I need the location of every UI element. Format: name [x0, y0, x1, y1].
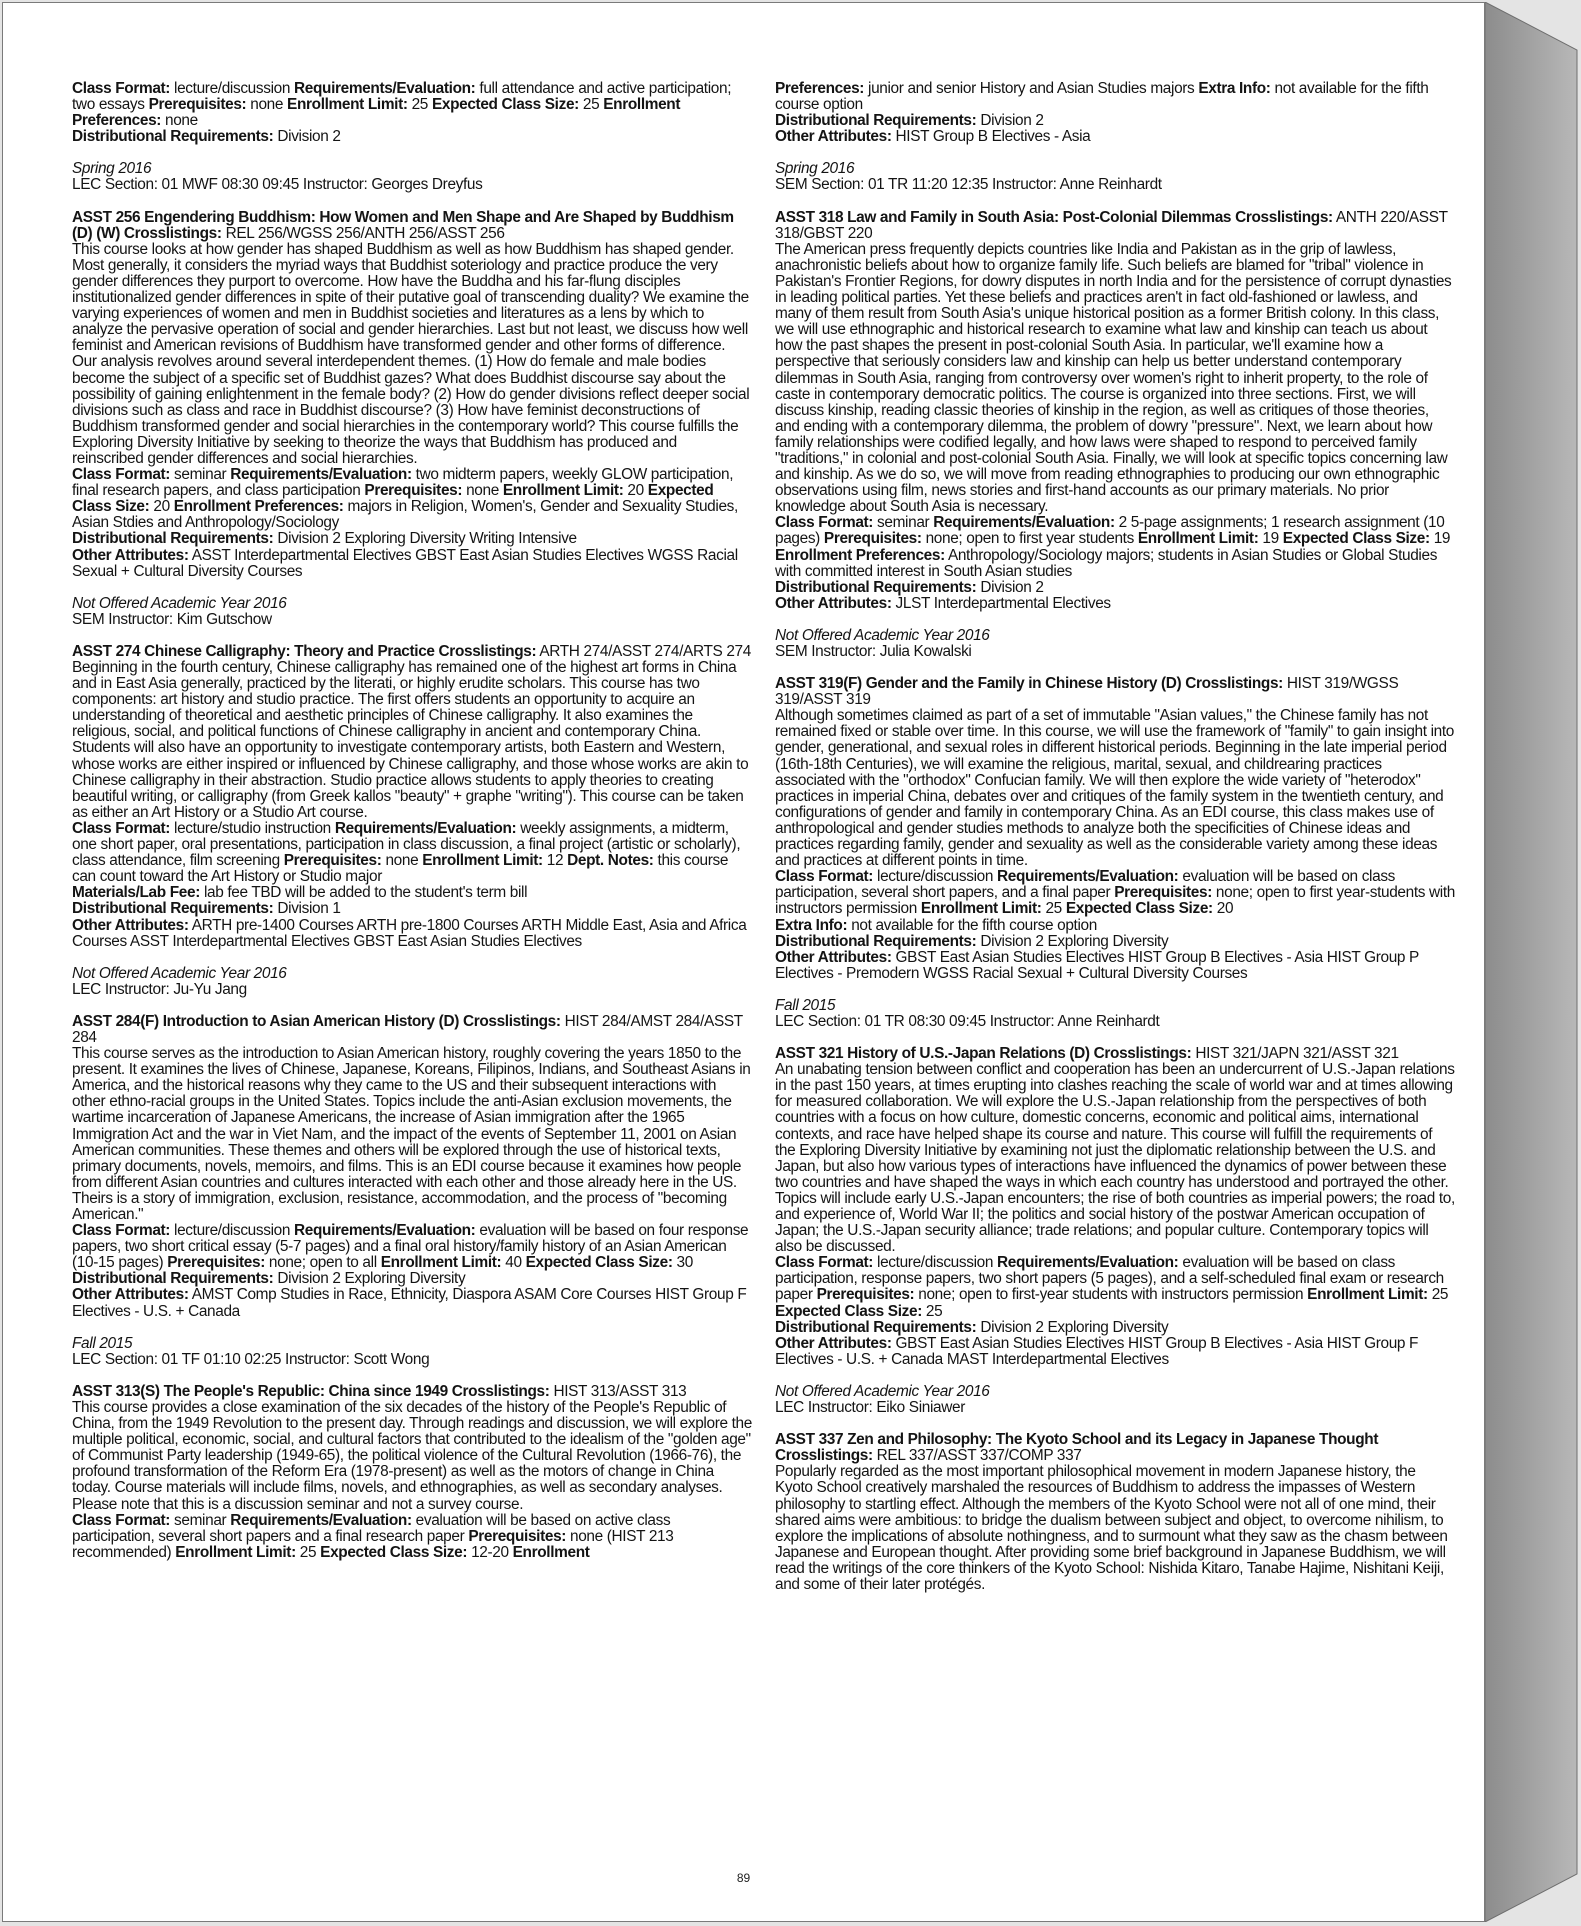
- field-value: ASST Interdepartmental Electives GBST East Asian Studies Electives WGSS Racial Sexual + Cultural Diversity Courses: [72, 546, 738, 580]
- crosslistings-label: Crosslistings:: [462, 1012, 561, 1030]
- field-label: Other Attributes:: [72, 916, 189, 934]
- section-line: LEC Instructor: Eiko Siniawer: [775, 1399, 966, 1417]
- field-value: junior and senior History and Asian Studies majors: [868, 80, 1199, 97]
- field-label: Expected Class Size:: [320, 1543, 468, 1561]
- field-value: 40: [505, 1254, 522, 1272]
- field-value: 25: [925, 1302, 943, 1320]
- field-label: Class Format:: [72, 466, 171, 484]
- field-label: Enrollment Limit:: [175, 1543, 296, 1561]
- field-value: lab fee TBD will be added to the student's term bill: [203, 884, 528, 902]
- course-description: The American press frequently depicts countries like India and Pakistan as in the grip of lawless, anachronistic beliefs about how to organize family life. Such beliefs are blamed for "tribal" violence in Pakistan's Frontier Regions, for dowry disputes in north India and for the persistence of corrupt dynasties in leading political parties. Yet these beliefs and practices aren't in fact old-fashioned or lawless, and many of them result from South Asia's unique historical position as a former British colony. In this class, we will use ethnographic and historical research to examine what law and kinship can teach us about how the past shapes the present in post-colonial South Asia. In particular, we'll examine how a perspective that seriously considers law and kinship can help us better understand contemporary dilemmas in South Asia, ranging from controversy over women's right to inherit property, to the role of caste in contemporary democratic politics. The course is organized into three sections. First, we will discuss kinship, reading classic theories of kinship in the region, as well as critiques of those theories, and ending with a contemporary dilemma, the problem of dowry "pressure". Next, we learn about how family relationships were codified legally, and how laws were shaped to respond to perceived family "traditions," in colonial and post-colonial South Asia. Finally, we will look at specific topics concerning law and kinship. As we do so, we will move from reading ethnographies to producing our own ethnographic observations using film, news stories and first-hand accounts as our primary materials. No prior knowledge about South Asia is necessary.: [775, 240, 1452, 516]
- field-value: seminar: [877, 514, 930, 532]
- section-info: [72, 966, 752, 998]
- field-value: none: [385, 852, 419, 870]
- field-label: Enrollment Preferences:: [173, 498, 344, 516]
- field-value: weekly assignments, a midterm, one short paper, oral presentations, participation in class discussion, a final project (artistic or scholarly), class attendance, film screening: [72, 819, 741, 870]
- field-value: none: [250, 96, 284, 114]
- section-line: LEC Section: 01 TF 01:10 02:25 Instructor: Scott Wong: [72, 1350, 430, 1368]
- field-value: Division 2: [980, 112, 1044, 130]
- field-value: Division 1: [277, 900, 341, 918]
- field-label: Expected Class Size:: [1282, 530, 1430, 548]
- field-value: 12-20: [471, 1543, 509, 1561]
- field-value: Division 2 Exploring Diversity: [980, 932, 1169, 950]
- field-value: 20: [1216, 900, 1234, 918]
- field-value: majors in Religion, Women's, Gender and Sexuality Studies, Asian Stdies and Anthropology/Sociology: [72, 498, 738, 532]
- course-entry: [72, 1014, 752, 1320]
- field-value: ARTH pre-1400 Courses ARTH pre-1800 Courses ARTH Middle East, Asia and Africa Courses ASST Interdepartmental Electives GBST East Asian Studies Electives: [72, 916, 747, 950]
- field-label: Preferences:: [775, 80, 865, 97]
- page-number: 89: [736, 1871, 751, 1885]
- course-details: [775, 81, 1455, 145]
- field-value: GBST East Asian Studies Electives HIST Group B Electives - Asia HIST Group P Electives - Premodern WGSS Racial Sexual + Cultural Diversity Courses: [775, 948, 1419, 982]
- crosslistings-value: ARTH 274/ASST 274/ARTS 274: [539, 642, 751, 660]
- crosslistings-value: REL 256/WGSS 256/ANTH 256/ASST 256: [225, 224, 505, 242]
- course-entry: [72, 210, 752, 580]
- field-value: Division 2 Exploring Diversity: [277, 1270, 466, 1288]
- section-line: LEC Instructor: Ju-Yu Jang: [72, 980, 247, 998]
- field-value: Division 2 Exploring Diversity: [980, 1318, 1169, 1336]
- course-title: ASST 274 Chinese Calligraphy: Theory and Practice: [72, 642, 439, 660]
- crosslistings-label: Crosslistings:: [123, 224, 222, 242]
- term-label: Not Offered Academic Year 2016: [72, 594, 287, 612]
- field-label: Class Format:: [775, 868, 874, 886]
- field-label: Enrollment Limit:: [1307, 1286, 1428, 1304]
- section-info: [775, 1384, 1455, 1416]
- crosslistings-value: HIST 284/AMST 284/ASST 284: [72, 1012, 743, 1046]
- right-column: [775, 81, 1455, 1593]
- term-label: Not Offered Academic Year 2016: [775, 1382, 990, 1400]
- section-line: SEM Instructor: Julia Kowalski: [775, 643, 972, 660]
- field-label: Prerequisites:: [468, 1527, 567, 1545]
- field-value: none; open to first year students: [925, 530, 1134, 548]
- field-value: Division 2: [277, 128, 341, 146]
- field-value: HIST Group B Electives - Asia: [895, 128, 1091, 146]
- field-label: Prerequisites:: [364, 482, 463, 500]
- field-value: 12: [546, 852, 568, 870]
- crosslistings-label: Crosslistings:: [1093, 1045, 1192, 1063]
- term-label: Not Offered Academic Year 2016: [72, 964, 287, 982]
- field-label: Requirements/Evaluation:: [294, 1222, 476, 1240]
- field-label: Extra Info:: [775, 916, 848, 934]
- field-value: lecture/discussion: [877, 1254, 994, 1272]
- section-line: SEM Instructor: Kim Gutschow: [72, 610, 272, 628]
- field-label: Distributional Requirements:: [775, 578, 977, 596]
- field-value: none; open to all: [268, 1254, 377, 1272]
- field-value: 25: [1431, 1286, 1449, 1304]
- crosslistings-label: Crosslistings:: [1235, 208, 1333, 226]
- field-label: Requirements/Evaluation:: [230, 466, 412, 484]
- course-description: Popularly regarded as the most important philosophical movement in modern Japanese history, the Kyoto School creatively marshaled the resources of Buddhism to address the impasses of Western philosophy to startling effect. Although the members of the Kyoto School were not all of one mind, their shared aims were ambitious: to bridge the dualism between subject and object, to overcome nihilism, to explore the implications of absolute nothingness, and to surmount what they saw as the chasm between Japanese and European thought. After providing some brief background in Japanese Buddhism, we will read the writings of the core thinkers of the Kyoto School: Nishida Kitaro, Tanabe Hajime, Nishitani Keiji, and some of their later protégés.: [775, 1463, 1448, 1593]
- field-label: Prerequisites:: [823, 530, 922, 548]
- field-label: Prerequisites:: [283, 852, 382, 870]
- course-title: ASST 318 Law and Family in South Asia: Post-Colonial Dilemmas: [775, 208, 1236, 226]
- term-label: Not Offered Academic Year 2016: [775, 626, 990, 644]
- field-label: Distributional Requirements:: [775, 932, 977, 950]
- field-label: Other Attributes:: [775, 948, 892, 966]
- field-label: Enrollment Limit:: [380, 1254, 502, 1272]
- field-value: 20: [627, 482, 644, 500]
- field-value: lecture/discussion: [174, 80, 291, 97]
- field-label: Other Attributes:: [72, 546, 189, 564]
- term-label: Fall 2015: [775, 996, 836, 1014]
- field-label: Expected Class Size:: [72, 482, 714, 516]
- field-label: Enrollment Limit:: [920, 900, 1042, 918]
- field-label: Enrollment Preferences:: [72, 96, 681, 130]
- field-value: lecture/studio instruction: [174, 819, 331, 837]
- field-label: Enrollment Limit:: [502, 482, 624, 500]
- course-title: ASST 337 Zen and Philosophy: The Kyoto School and its Legacy in Japanese Thought: [775, 1431, 1379, 1449]
- field-value: evaluation will be based on class participation, several short papers, and a final paper: [775, 868, 1396, 902]
- field-value: GBST East Asian Studies Electives HIST Group B Electives - Asia HIST Group F Electives - U.S. + Canada MAST Interdepartmental Electives: [775, 1334, 1419, 1368]
- course-entry: [775, 676, 1455, 982]
- course-title: ASST 256 Engendering Buddhism: How Women and Men Shape and Are Shaped by Buddhism (D) (W): [72, 208, 734, 242]
- section-info: [72, 161, 752, 193]
- field-value: not available for the fifth course option: [851, 916, 1097, 934]
- field-label: Expected Class Size:: [525, 1254, 673, 1272]
- field-label: Requirements/Evaluation:: [997, 868, 1179, 886]
- field-label: Class Format:: [775, 1254, 874, 1272]
- field-label: Requirements/Evaluation:: [334, 819, 517, 837]
- field-label: Requirements/Evaluation:: [294, 80, 476, 97]
- field-value: Division 2 Exploring Diversity Writing Intensive: [277, 530, 577, 548]
- field-label: Distributional Requirements:: [72, 1270, 274, 1288]
- course-description: This course looks at how gender has shaped Buddhism as well as how Buddhism has shaped gender. Most generally, it considers the myriad ways that Buddhist soteriology and practice produce the very gender differences they purport to overcome. How have the Buddha and his far-flung disciples institutionalized gender differences in spite of their putative goal of transcending duality? We examine the varying experiences of women and men in Buddhist societies and literatures as a lens by which to analyze the pervasive operation of social and gender hierarchies. Last but not least, we discuss how well feminist and American revisions of Buddhism have transformed gender and other forms of difference. Our analysis revolves around several interdependent themes. (1) How do female and male bodies become the subject of a specific set of Buddhist gazes? What does Buddhist discourse say about the possibility of gaining enlightenment in the female body? (2) How do gender divisions reflect deeper social divisions such as class and race in Buddhist discourse? (3) How have feminist deconstructions of Buddhism transformed gender and social hierarchies in the contemporary world? This course fulfills the Exploring Diversity Initiative by seeking to theorize the ways that Buddhism has produced and reinscribed gender differences and social hierarchies.: [72, 240, 750, 467]
- field-value: 30: [676, 1254, 693, 1272]
- field-label: Class Format:: [775, 514, 874, 532]
- crosslistings-value: REL 337/ASST 337/COMP 337: [876, 1447, 1082, 1465]
- course-description: This course serves as the introduction to Asian American history, roughly covering the years 1850 to the present. It examines the lives of Chinese, Japanese, Koreans, Filipinos, Indians, and Southeast Asians in America, and the historical reasons why they came to the US and their subsequent interactions with other ethno-racial groups in the United States. Topics include the anti-Asian exclusion movements, the wartime incarceration of Japanese Americans, the increase of Asian immigration after the 1965 Immigration Act and the war in Viet Nam, and the impact of the events of September 11, 2001 on Asian American communities. These themes and others will be explored through the use of historical texts, primary documents, novels, memoirs, and films. This is an EDI course because it examines how people from different Asian countries and cultures interacted with each other and those already here in the US. Theirs is a story of immigration, exclusion, resistance, accommodation, and the process of "becoming American.": [72, 1045, 751, 1223]
- course-entry: [72, 1384, 752, 1561]
- field-label: Enrollment Limit:: [1137, 530, 1259, 548]
- field-value: 19: [1433, 530, 1451, 548]
- field-value: evaluation will be based on class participation, response papers, two short papers (5 pages), and a self-scheduled final exam or research paper: [775, 1254, 1444, 1304]
- field-label: Enrollment Limit:: [287, 96, 408, 114]
- field-label: Enrollment Limit:: [422, 852, 543, 870]
- course-details: [72, 81, 752, 145]
- field-value: JLST Interdepartmental Electives: [895, 594, 1111, 612]
- page-edge-shadow: [1485, 2, 1579, 1922]
- course-title: ASST 319(F) Gender and the Family in Chinese History (D): [775, 675, 1186, 693]
- section-line: LEC Section: 01 TR 08:30 09:45 Instructor: Anne Reinhardt: [775, 1012, 1160, 1030]
- field-value: none; open to first-year students with instructors permission: [918, 1286, 1304, 1304]
- section-info: [775, 998, 1455, 1030]
- section-line: SEM Section: 01 TR 11:20 12:35 Instructor: Anne Reinhardt: [775, 176, 1162, 194]
- field-value: seminar: [174, 466, 227, 484]
- field-value: seminar: [174, 1511, 227, 1529]
- field-value: none: [466, 482, 499, 500]
- field-value: 25: [411, 96, 429, 114]
- crosslistings-value: HIST 321/JAPN 321/ASST 321: [1195, 1045, 1399, 1063]
- field-label: Materials/Lab Fee:: [72, 884, 200, 902]
- section-line: LEC Section: 01 MWF 08:30 09:45 Instructor: Georges Dreyfus: [72, 176, 483, 194]
- crosslistings-label: Crosslistings:: [1185, 675, 1283, 693]
- course-entry: [775, 1046, 1455, 1368]
- field-value: lecture/discussion: [877, 868, 994, 886]
- course-entry: [72, 644, 752, 950]
- field-label: Class Format:: [72, 80, 171, 97]
- course-entry: [775, 210, 1455, 612]
- field-value: 25: [1045, 900, 1062, 918]
- crosslistings-label: Crosslistings:: [438, 642, 537, 660]
- field-value: 25: [299, 1543, 317, 1561]
- field-label: Other Attributes:: [72, 1286, 189, 1304]
- field-label: Distributional Requirements:: [775, 112, 977, 130]
- course-description: An unabating tension between conflict and cooperation has been an undercurrent of U.S.-Japan relations in the past 150 years, at times erupting into clashes reaching the scale of world war and at times allowing for measured collaboration. We will explore the U.S.-Japan relationship from the perspectives of both countries with a focus on how culture, domestic concerns, economic and political aims, international contexts, and race have helped shape its course and nature. This course will fulfill the requirements of the Exploring Diversity Initiative by examining not just the diplomatic relationship between the U.S. and Japan, but also how various types of interactions have influenced the dynamics of power between these two countries and have shaped the ways in which each country has understood and portrayed the other. Topics will include early U.S.-Japan encounters; the rise of both countries as imperial powers; the road to, and experience of, World War II; the politics and social history of the postwar American occupation of Japan; the U.S.-Japan security alliance; trade relations; and popular culture. Contemporary topics will also be discussed.: [775, 1061, 1455, 1256]
- field-label: Requirements/Evaluation:: [933, 514, 1115, 532]
- field-label: Class Format:: [72, 1511, 171, 1529]
- course-title: ASST 284(F) Introduction to Asian American History (D): [72, 1012, 463, 1030]
- course-description: This course provides a close examination of the six decades of the history of the People's Republic of China, from the 1949 Revolution to the present day. Through readings and discussion, we will explore the multiple political, economic, social, and cultural factors that contributed to the idealism of the "golden age" of Communist Party leadership (1949-65), the political violence of the Cultural Revolution (1966-76), the profound transformation of the Reform Era (1978-present) as well as the motors of change in China today. Course materials will include films, novels, and ethnographies, as well as secondary analyses. Please note that this is a discussion seminar and not a survey course.: [72, 1398, 752, 1513]
- field-label: Distributional Requirements:: [72, 128, 274, 146]
- field-label: Expected Class Size:: [1065, 900, 1213, 918]
- field-label: Class Format:: [72, 1222, 171, 1240]
- term-label: Fall 2015: [72, 1334, 133, 1352]
- field-label: Other Attributes:: [775, 1334, 892, 1352]
- catalog-page: [2, 2, 1485, 1922]
- crosslistings-label: Crosslistings:: [775, 1447, 873, 1465]
- field-label: Requirements/Evaluation:: [997, 1254, 1179, 1272]
- field-label: Requirements/Evaluation:: [230, 1511, 412, 1529]
- crosslistings-value: ANTH 220/ASST 318/GBST 220: [775, 208, 1448, 242]
- field-value: 2 5-page assignments; 1 research assignment (10 pages): [775, 514, 1445, 548]
- term-label: Spring 2016: [72, 160, 152, 178]
- course-description: Although sometimes claimed as part of a set of immutable "Asian values," the Chinese family has not remained fixed or stable over time. In this course, we will use the framework of "family" to gain insight into gender, generational, and sexual roles in different historical periods. Beginning in the late imperial period (16th-18th Centuries), we will examine the religious, marital, sexual, and childrearing practices associated with the "orthodox" Confucian family. We will then explore the wide variety of "heterodox" practices in imperial China, debates over and critiques of the family system in the twentieth century, and configurations of gender and family in contemporary China. As an EDI course, this class makes use of anthropological and gender studies methods to analyze both the specificities of Chinese ideas and practices regarding family, gender and sexuality as well as the considerable variety among these ideas and practices at different points in time.: [775, 707, 1454, 870]
- field-value: not available for the fifth course option: [775, 80, 1429, 114]
- field-label: Prerequisites:: [1114, 884, 1212, 902]
- field-label: Class Format:: [72, 819, 171, 837]
- field-value: 25: [582, 96, 600, 114]
- field-value: this course can count toward the Art History or Studio major: [72, 852, 729, 886]
- field-value: evaluation will be based on active class participation, several short papers and a final research paper: [72, 1511, 671, 1545]
- field-label: Dept. Notes:: [567, 852, 654, 870]
- course-entry: [775, 1432, 1455, 1593]
- field-value: two midterm papers, weekly GLOW participation, final research papers, and class participation: [72, 466, 734, 500]
- crosslistings-value: HIST 319/WGSS 319/ASST 319: [775, 675, 1399, 709]
- field-value: none: [165, 112, 198, 130]
- field-value: AMST Comp Studies in Race, Ethnicity, Diaspora ASAM Core Courses HIST Group F Electives - U.S. + Canada: [72, 1286, 747, 1320]
- crosslistings-label: Crosslistings:: [451, 1382, 550, 1400]
- field-label: Distributional Requirements:: [775, 1318, 977, 1336]
- section-info: [775, 161, 1455, 193]
- field-value: lecture/discussion: [174, 1222, 291, 1240]
- field-label: Expected Class Size:: [775, 1302, 922, 1320]
- field-value: 19: [1262, 530, 1279, 548]
- field-value: none; open to first year-students with instructors permission: [775, 884, 1455, 918]
- field-label: Distributional Requirements:: [72, 900, 274, 918]
- field-label: Other Attributes:: [775, 128, 892, 146]
- section-info: [72, 596, 752, 628]
- field-value: none (HIST 213 recommended): [72, 1527, 674, 1561]
- field-value: Anthropology/Sociology majors; students in Asian Studies or Global Studies with committed interest in South Asian studies: [775, 546, 1438, 580]
- field-value: evaluation will be based on four response papers, two short critical essay (5-7 pages) and a final oral history/family history of an Asian American (10-15 pages): [72, 1222, 749, 1272]
- section-info: [775, 628, 1455, 660]
- field-label: Prerequisites:: [148, 96, 247, 114]
- section-info: [72, 1336, 752, 1368]
- course-description: Beginning in the fourth century, Chinese calligraphy has remained one of the highest art forms in China and in East Asia generally, practiced by the literati, or highly erudite scholars. This course has two components: art history and studio practice. The first offers students an opportunity to acquire an understanding of theoretical and aesthetic principles of Chinese calligraphy. It also examines the religious, social, and political functions of Chinese calligraphy in ancient and contemporary China. Students will also have an opportunity to investigate contemporary artists, both Eastern and Western, whose works are either inspired or influenced by Chinese calligraphy, and those whose works are akin to Chinese calligraphy in their abstraction. Studio practice allows students to apply theories to creating beautiful writing, or calligraphy (from Greek kallos "beauty" + graphe "writing"). This course can be taken as either an Art History or a Studio Art course.: [72, 659, 749, 821]
- field-value: full attendance and active participation; two essays: [72, 80, 732, 114]
- field-label: Prerequisites:: [167, 1254, 265, 1272]
- field-label: Prerequisites:: [816, 1286, 915, 1304]
- field-label: Enrollment: [512, 1543, 590, 1561]
- course-title: ASST 313(S) The People's Republic: China since 1949: [72, 1382, 452, 1400]
- term-label: Spring 2016: [775, 160, 855, 178]
- course-title: ASST 321 History of U.S.-Japan Relations (D): [775, 1045, 1094, 1063]
- field-value: 20: [153, 498, 170, 516]
- field-label: Enrollment Preferences:: [775, 546, 945, 564]
- left-column: [72, 81, 752, 1561]
- field-label: Distributional Requirements:: [72, 530, 274, 548]
- field-label: Other Attributes:: [775, 594, 892, 612]
- field-value: Division 2: [980, 578, 1044, 596]
- crosslistings-value: HIST 313/ASST 313: [553, 1382, 687, 1400]
- field-label: Extra Info:: [1198, 80, 1271, 97]
- field-label: Expected Class Size:: [431, 96, 579, 114]
